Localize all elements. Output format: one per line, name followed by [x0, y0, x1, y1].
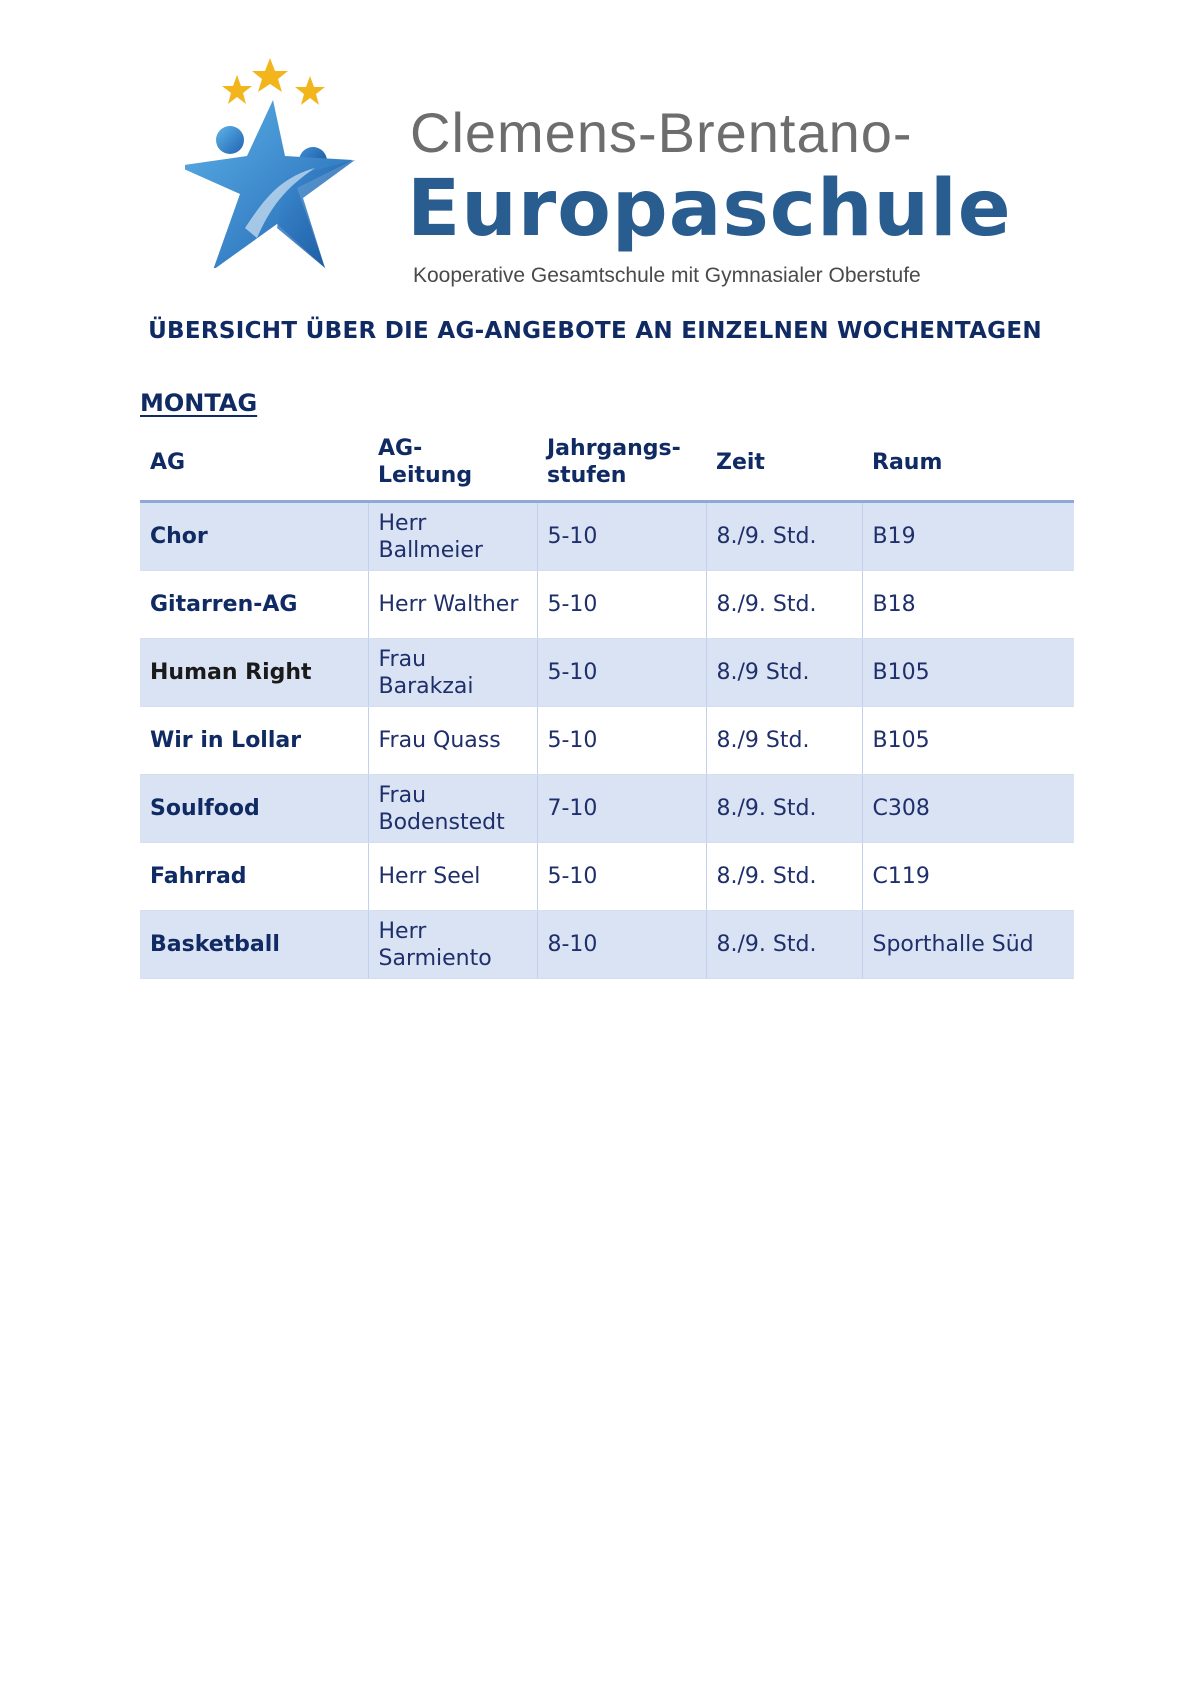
- cell-raum: B18: [862, 571, 1074, 639]
- day-heading: MONTAG: [140, 389, 258, 417]
- cell-zeit: 8./9. Std.: [706, 502, 862, 571]
- cell-ag: Soulfood: [140, 775, 368, 843]
- cell-stufen: 5-10: [537, 502, 706, 571]
- cell-ag: Wir in Lollar: [140, 707, 368, 775]
- logo-tagline: Kooperative Gesamtschule mit Gymnasialer Oberstufe: [413, 264, 921, 287]
- cell-zeit: 8./9 Std.: [706, 707, 862, 775]
- cell-raum: B19: [862, 502, 1074, 571]
- table-header-row: [140, 424, 1074, 502]
- cell-raum: C119: [862, 843, 1074, 911]
- cell-stufen: 5-10: [537, 571, 706, 639]
- cell-zeit: 8./9. Std.: [706, 775, 862, 843]
- table-row: [140, 571, 1074, 639]
- header-leitung: AG- Leitung: [368, 424, 537, 502]
- table-row: [140, 502, 1074, 571]
- page-title: ÜBERSICHT ÜBER DIE AG-ANGEBOTE AN EINZELNEN WOCHENTAGEN: [148, 318, 1042, 344]
- cell-ag: Chor: [140, 502, 368, 571]
- cell-leitung: Frau Barakzai: [368, 639, 537, 707]
- cell-leitung: Herr Walther: [368, 571, 537, 639]
- header-ag: AG: [140, 424, 368, 502]
- cell-zeit: 8./9 Std.: [706, 639, 862, 707]
- logo-text-line2: Europaschule: [407, 164, 1012, 254]
- table-row: [140, 639, 1074, 707]
- cell-stufen: 5-10: [537, 707, 706, 775]
- cell-leitung: Herr Sarmiento: [368, 911, 537, 979]
- cell-leitung: Frau Bodenstedt: [368, 775, 537, 843]
- cell-leitung: Herr Ballmeier: [368, 502, 537, 571]
- header-stufen: Jahrgangs- stufen: [537, 424, 706, 502]
- cell-zeit: 8./9. Std.: [706, 843, 862, 911]
- ag-table: [140, 424, 1074, 979]
- table-row: [140, 911, 1074, 979]
- star-figures-logo-icon: [185, 28, 395, 268]
- cell-stufen: 5-10: [537, 843, 706, 911]
- cell-stufen: 8-10: [537, 911, 706, 979]
- gold-star-left-icon: [222, 75, 252, 104]
- header-zeit: Zeit: [706, 424, 862, 502]
- cell-raum: B105: [862, 707, 1074, 775]
- table-row: [140, 707, 1074, 775]
- cell-ag: Basketball: [140, 911, 368, 979]
- cell-raum: C308: [862, 775, 1074, 843]
- cell-leitung: Herr Seel: [368, 843, 537, 911]
- cell-ag: Fahrrad: [140, 843, 368, 911]
- cell-leitung: Frau Quass: [368, 707, 537, 775]
- table-row: [140, 843, 1074, 911]
- cell-zeit: 8./9. Std.: [706, 911, 862, 979]
- cell-stufen: 5-10: [537, 639, 706, 707]
- logo-text-line1: Clemens-Brentano-: [410, 101, 913, 164]
- cell-raum: Sporthalle Süd: [862, 911, 1074, 979]
- cell-ag: Human Right: [140, 639, 368, 707]
- header-raum: Raum: [862, 424, 1074, 502]
- table-row: [140, 775, 1074, 843]
- cell-stufen: 7-10: [537, 775, 706, 843]
- cell-zeit: 8./9. Std.: [706, 571, 862, 639]
- cell-ag: Gitarren-AG: [140, 571, 368, 639]
- gold-star-right-icon: [295, 76, 325, 105]
- cell-raum: B105: [862, 639, 1074, 707]
- gold-star-center-icon: [252, 58, 288, 92]
- school-logo: [185, 28, 1012, 287]
